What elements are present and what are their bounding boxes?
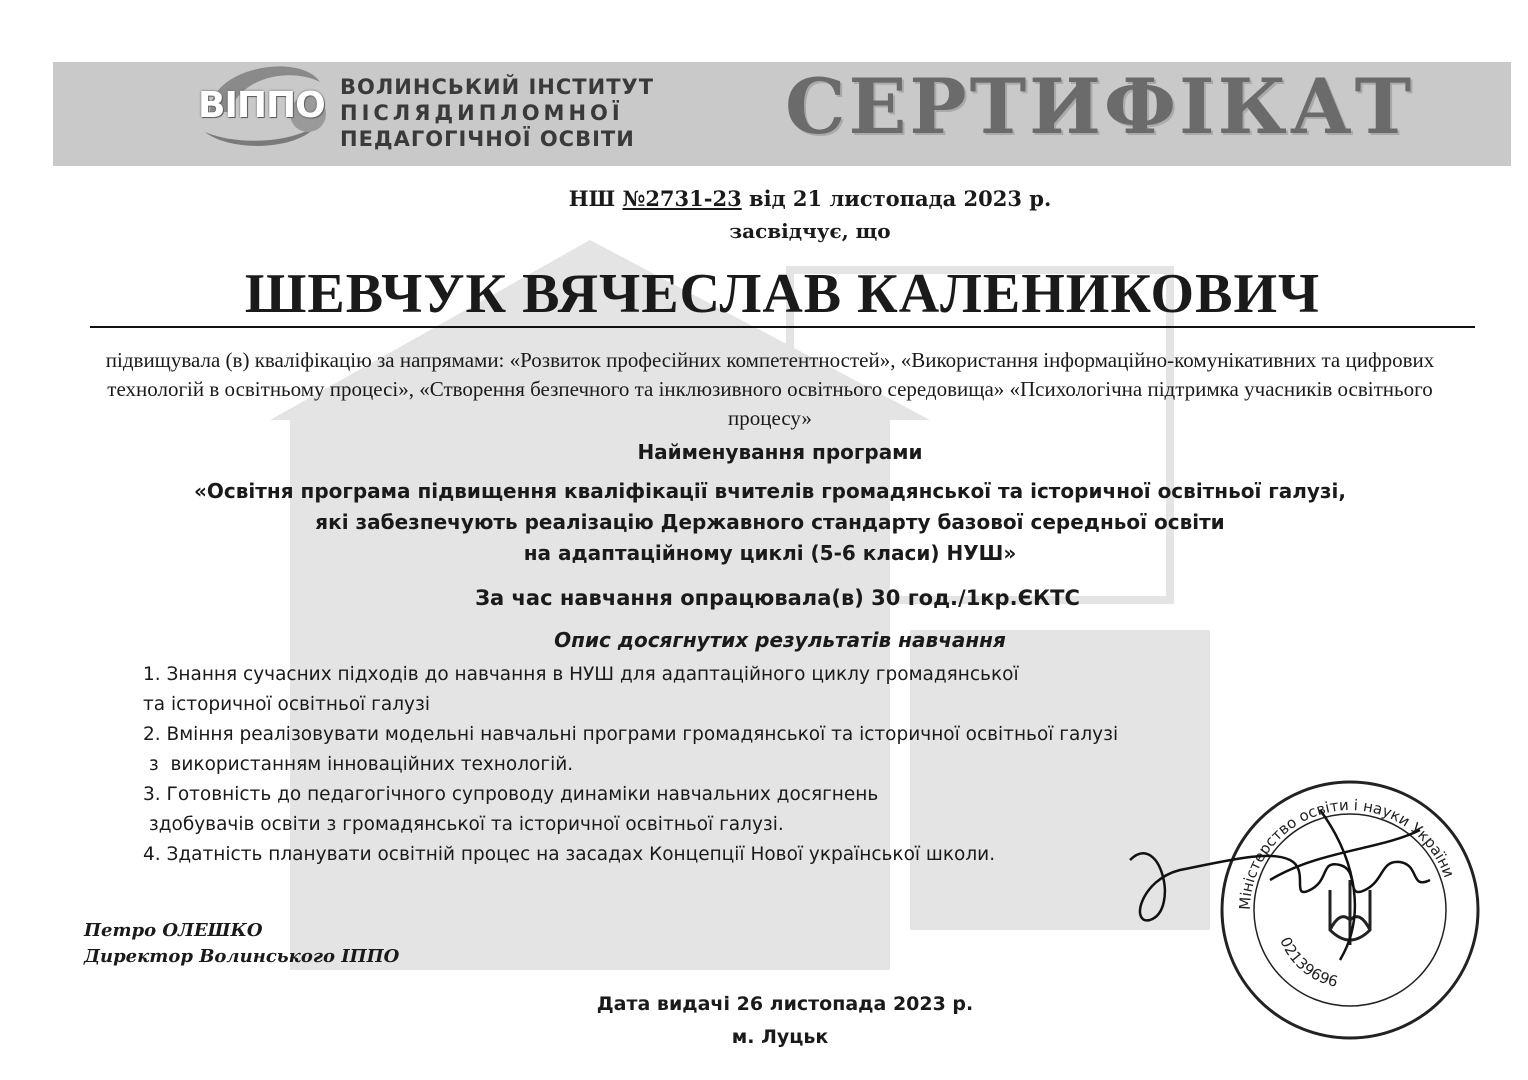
results-heading: Опис досягнутих результатів навчання (554, 628, 1006, 652)
result-line: 4. Здатність планувати освітній процес на засадах Концепції Нової української школи. (143, 844, 996, 865)
results-list (143, 660, 1118, 870)
attests-text: засвідчує, що (729, 219, 891, 243)
certificate-date: від 21 листопада 2023 р. (741, 186, 1052, 211)
result-line: 1. Знання сучасних підходів до навчання в НУШ для адаптаційного циклу громадянської (143, 664, 1019, 685)
qualification-text: підвищувала (в) кваліфікацію за напрямами: «Розвиток професійних компетентностей», «Використання інформаційно-комунікативних та цифрових технологій в освітньому процесі», «Створення безпечного та інклюзивного освітнього середовища» «Психологічна підтримка учасників освітнього процесу» (105, 348, 1435, 430)
result-line: 3. Готовність до педагогічного супроводу динаміки навчальних досягнень (143, 784, 879, 805)
institute-name (340, 74, 654, 152)
program-line: «Освітня програма підвищення кваліфікації вчителів громадянської та історичної освітньої галузі, (194, 479, 1346, 503)
stamp-top-text: Міністерство освіти і науки України (1235, 795, 1459, 911)
name-underline (90, 326, 1475, 328)
program-line: на адаптаційному циклі (5-6 класи) НУШ» (523, 541, 1017, 565)
certificate-number-line (0, 186, 1528, 211)
signatory-position: Директор Волинського ІППО (84, 946, 400, 967)
institute-line: ПІСЛЯДИПЛОМНОЇ (340, 101, 624, 125)
certificate-title: СЕРТИФІКАТ (785, 62, 1415, 151)
result-line: та історичної освітньої галузі (143, 694, 430, 715)
result-line: здобувачів освіти з громадянської та історичної освітньої галузі. (143, 814, 784, 835)
institute-line: ПЕДАГОГІЧНОЇ ОСВІТИ (340, 127, 635, 151)
stamp-code: 02139696 (1276, 934, 1340, 991)
certificate-number: №2731-23 (622, 186, 742, 211)
signatory-name: Петро ОЛЕШКО (84, 920, 263, 941)
logo-text: ВІППО (198, 85, 325, 126)
study-hours: За час навчання опрацювала(в) 30 год./1кр.ЄКТС (475, 586, 1080, 610)
recipient-name: ШЕВЧУК ВЯЧЕСЛАВ КАЛЕНИКОВИЧ (244, 263, 1321, 325)
result-line: 2. Вміння реалізовувати модельні навчальні програми громадянської та історичної освітньої галузі (143, 724, 1119, 745)
issue-date: Дата видачі 26 листопада 2023 р. (596, 993, 974, 1015)
issue-city: м. Луцьк (731, 1026, 829, 1048)
institute-line: ВОЛИНСЬКИЙ ІНСТИТУТ (340, 75, 655, 99)
signatory-block (84, 918, 399, 970)
number-prefix: НШ (568, 186, 623, 211)
director-signature (1120, 790, 1460, 970)
program-line: які забезпечують реалізацію Державного стандарту базової середньої освіти (315, 510, 1225, 534)
result-line: з використанням інноваційних технологій. (143, 754, 574, 775)
program-heading: Найменування програми (637, 440, 923, 464)
program-name (60, 476, 1480, 569)
